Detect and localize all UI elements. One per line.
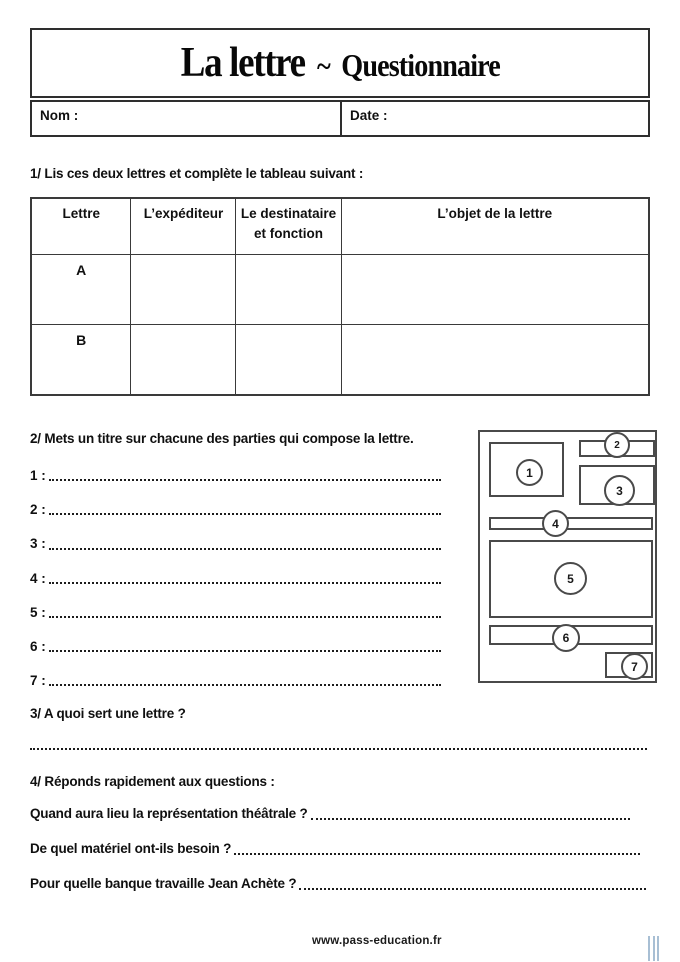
name-label: Nom : (40, 108, 79, 123)
answer-line-label: 6 : (30, 638, 46, 654)
letter-structure-diagram (478, 430, 657, 683)
table-cell-blank (236, 325, 341, 396)
table-header-destinataire: Le destinataire et fonction (236, 198, 341, 255)
question-1-prompt: 1/ Lis ces deux lettres et complète le tableau suivant : (30, 166, 364, 181)
table-header-lettre: Lettre (31, 198, 131, 255)
answer-line (30, 450, 441, 484)
name-date-box (30, 100, 650, 137)
answer-line-label: 5 : (30, 604, 46, 620)
dotted-writing-line (49, 513, 441, 515)
answer-line-label: 1 : (30, 468, 46, 483)
answer-line (30, 518, 441, 552)
dotted-writing-line (30, 738, 647, 750)
table-cell-blank (341, 255, 649, 325)
question-2-answer-lines (30, 450, 441, 689)
title-box (30, 28, 650, 98)
question-4-item (30, 841, 640, 858)
dotted-writing-line (299, 888, 646, 890)
diagram-number-badge: 1 (516, 459, 543, 486)
answer-line (30, 484, 441, 518)
answer-line (30, 655, 441, 689)
question-4-item-text: De quel matériel ont-ils besoin ? (30, 841, 232, 856)
answer-line (30, 553, 441, 587)
answer-line (30, 621, 441, 655)
dotted-writing-line (49, 582, 441, 584)
table-row-b-label: B (31, 325, 131, 396)
answer-line (30, 587, 441, 621)
page-title (180, 39, 499, 87)
date-label: Date : (350, 108, 388, 123)
title-main-text: La lettre (180, 40, 305, 86)
dotted-writing-line (49, 548, 441, 550)
question-4-item (30, 806, 630, 823)
letters-table (30, 197, 650, 396)
table-cell-blank (341, 325, 649, 396)
table-header-objet: L’objet de la lettre (341, 198, 649, 255)
question-4-item (30, 876, 646, 893)
title-dash-separator: ~ (316, 50, 331, 83)
table-header-row (31, 198, 649, 255)
dotted-writing-line (234, 853, 640, 855)
diagram-number-badge: 6 (552, 624, 580, 652)
answer-line-label: 2 : (30, 502, 46, 518)
question-3-prompt: 3/ A quoi sert une lettre ? (30, 706, 186, 721)
answer-line-label: 7 : (30, 673, 46, 689)
table-row-a-label: A (31, 255, 131, 325)
dotted-writing-line (49, 616, 441, 618)
table-row (31, 255, 649, 325)
question-4-item-text: Quand aura lieu la représentation théâtrale ? (30, 806, 308, 821)
dotted-writing-line (49, 684, 441, 686)
question-4-prompt: 4/ Réponds rapidement aux questions : (30, 774, 275, 789)
diagram-salutation-box (489, 517, 653, 530)
diagram-number-badge: 4 (542, 510, 569, 537)
table-cell-blank (236, 255, 341, 325)
footer-url: www.pass-education.fr (312, 935, 442, 947)
question-2-prompt: 2/ Mets un titre sur chacune des parties qui compose la lettre. (30, 431, 414, 446)
date-field (342, 102, 648, 135)
table-cell-blank (131, 255, 236, 325)
diagram-number-badge: 5 (554, 562, 587, 595)
dotted-writing-line (49, 650, 441, 652)
watermark-lines-icon (648, 936, 659, 961)
answer-line-label: 4 : (30, 570, 46, 586)
diagram-number-badge: 3 (604, 475, 635, 506)
table-header-expediteur: L’expéditeur (131, 198, 236, 255)
question-4-item-text: Pour quelle banque travaille Jean Achète ? (30, 876, 297, 891)
title-sub-text: Questionnaire (340, 47, 500, 83)
table-cell-blank (131, 325, 236, 396)
name-field (32, 102, 342, 135)
answer-line-label: 3 : (30, 536, 46, 552)
dotted-writing-line (49, 479, 441, 481)
dotted-writing-line (311, 818, 630, 820)
diagram-number-badge: 7 (621, 653, 648, 680)
table-row (31, 325, 649, 396)
diagram-number-badge: 2 (604, 432, 630, 458)
